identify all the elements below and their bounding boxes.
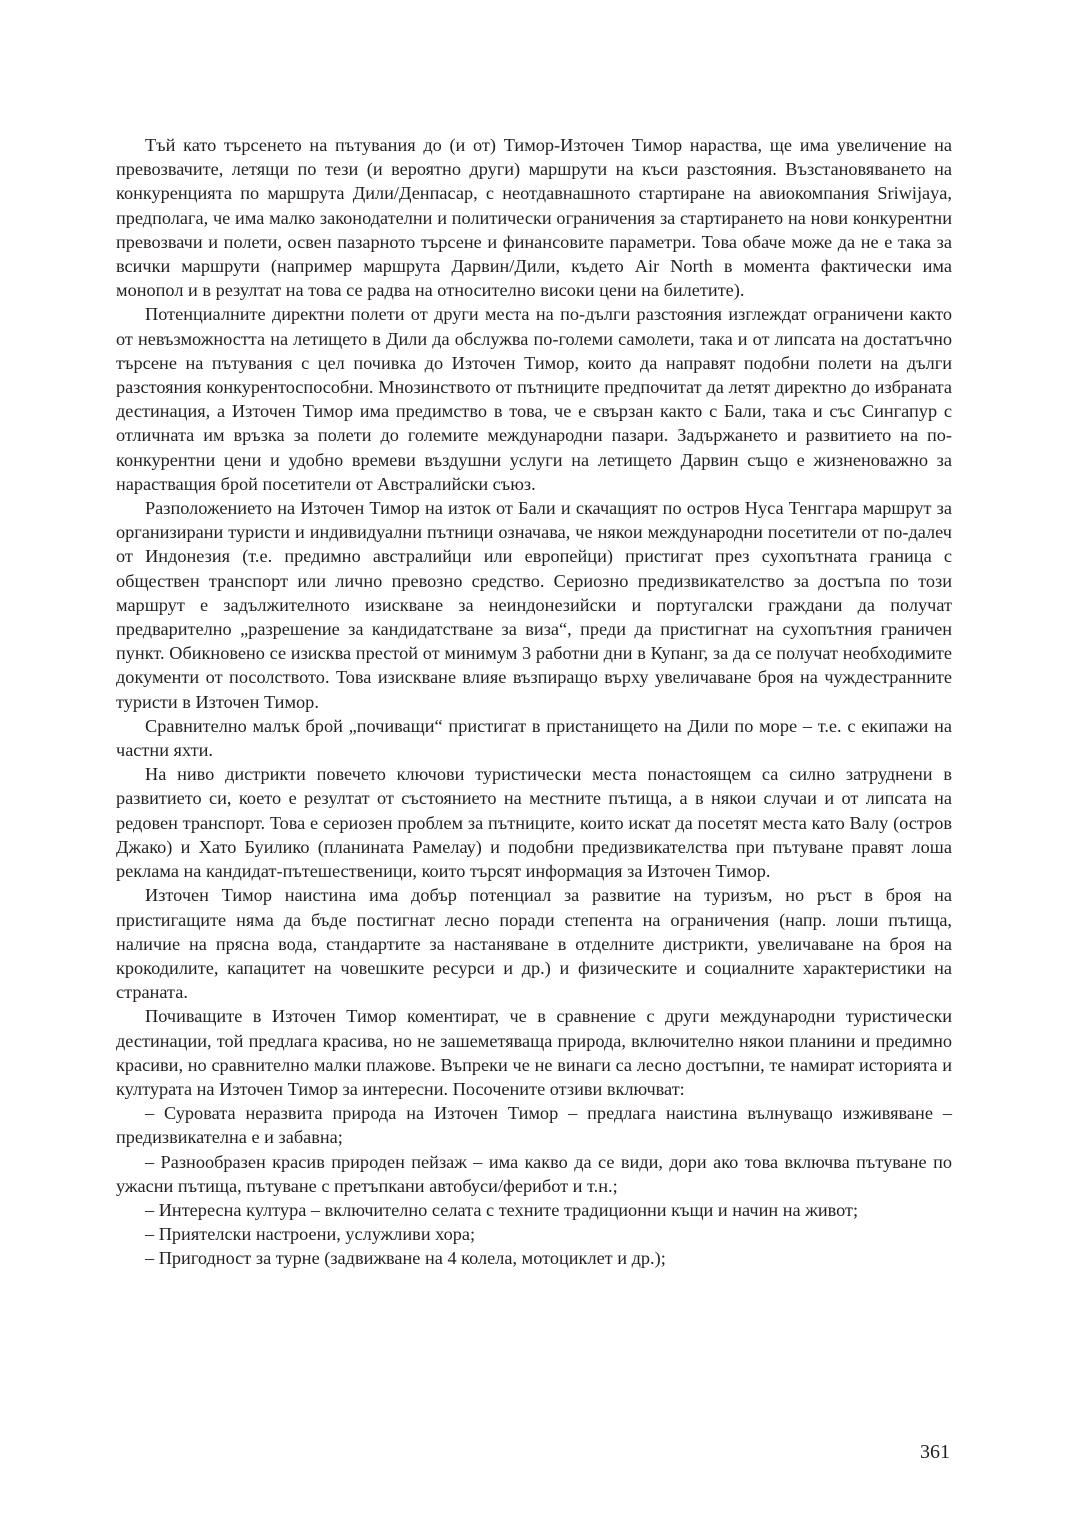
paragraph-6: Източен Тимор наистина има добър потенциал за развитие на туризъм, но ръст в броя на пристигащите няма да бъде постигнат лесно поради степента на ограничения (напр. лоши пътища, наличие на прясна вода, стандартите за настаняване в отделните дистрикти, увеличаване на броя на крокодилите, капацитет на човешките ресурси и др.) и физическите и социалните характеристики на страната. (116, 885, 952, 1003)
page-number: 361 (920, 1441, 950, 1463)
list-item-4: – Приятелски настроени, услужливи хора; (145, 1224, 476, 1245)
paragraph-4: Сравнително малък брой „почиващи“ пристигат в пристанището на Дили по море – т.е. с екипажи на частни яхти. (116, 715, 952, 761)
paragraph-7: Почиващите в Източен Тимор коментират, че в сравнение с други международни туристически дестинации, той предлага красива, но не зашеметяваща природа, включително някои планини и предимно красиви, но сравнително малки плажове. Въпреки че не винаги са лесно достъпни, те намират историята и културата на Източен Тимор за интересни. Посочените отзиви включват: (116, 1006, 952, 1099)
list-item-2: – Разнообразен красив природен пейзаж – има какво да се види, дори ако това включва пътуване по ужасни пътища, пътуване с претъпкани автобуси/ферибот и т.н.; (116, 1151, 952, 1196)
paragraph-3: Разположението на Източен Тимор на изток от Бали и скачащият по остров Нуса Тенггара маршрут за организирани туристи и индивидуални пътници означава, че някои международни посетители от по-далеч от Индонезия (т.е. предимно австралийци или европейци) пристигат през сухопътната граница с обществен транспорт или лично превозно средство. Сериозно предизвикателство за достъпа по този маршрут е задължителното изискване за неиндонезийски и португалски граждани да получат предварително „разрешение за кандидатстване за виза“, преди да пристигнат на сухопътния граничен пункт. Обикновено се изисква престой от минимум 3 работни дни в Купанг, за да се получат необходимите документи от посолството. Това изискване влияе възпиращо върху увеличаване броя на чуждестранните туристи в Източен Тимор. (116, 498, 952, 712)
paragraph-1: Тъй като търсенето на пътувания до (и от) Тимор-Източен Тимор нараства, ще има увеличение на превозвачите, летящи по тези (и вероятно други) маршрути на къси разстояния. Възстановяването на конкуренцията по маршрута Дили/Денпасар, с неотдавнашното стартиране на авиокомпания Sriwijaya, предполага, че има малко законодателни и политически ограничения за стартирането на нови конкурентни превозвачи и полети, освен пазарното търсене и финансовите параметри. Това обаче може да не е така за всички маршрути (например маршрута Дарвин/Дили, където Air North в момента фактически има монопол и в резултат на това се радва на относително високи цени на билетите). (116, 135, 952, 301)
paragraph-5: На ниво дистрикти повечето ключови туристически места понастоящем са силно затруднени в развитието си, което е резултат от състоянието на местните пътища, а в някои случаи и от липсата на редовен транспорт. Това е сериозен проблем за пътниците, които искат да посетят места като Валу (остров Джако) и Хато Буилико (планината Рамелау) и подобни предизвикателства при пътуване правят лоша реклама на кандидат-пътешественици, които търсят информация за Източен Тимор. (116, 764, 952, 882)
list-item-3: – Интересна култура – включително селата с техните традиционни къщи и начин на живот; (145, 1199, 859, 1220)
list-item-5: – Пригодност за турне (задвижване на 4 колела, мотоциклет и др.); (145, 1248, 666, 1269)
list-item-1: – Суровата неразвита природа на Източен Тимор – предлага наистина вълнуващо изживяване – предизвикателна е и забавна; (116, 1103, 952, 1148)
paragraph-2: Потенциалните директни полети от други места на по-дълги разстояния изглеждат ограничени както от невъзможността на летището в Дили да обслужва по-големи самолети, така и от липсата на достатъчно търсене на пътувания с цел почивка до Източен Тимор, които да направят подобни полети на дълги разстояния конкурентоспособни. Мнозинството от пътниците предпочитат да летят директно до избраната дестинация, а Източен Тимор има предимство в това, че е свързан както с Бали, така и със Сингапур с отличната им връзка за полети до големите международни пазари. Задържането и развитието на по-конкурентни цени и удобно времеви въздушни услуги на летището Дарвин също е жизненоважно за нарастващия брой посетители от Австралийски съюз. (116, 304, 952, 494)
page-body (116, 133, 952, 1271)
